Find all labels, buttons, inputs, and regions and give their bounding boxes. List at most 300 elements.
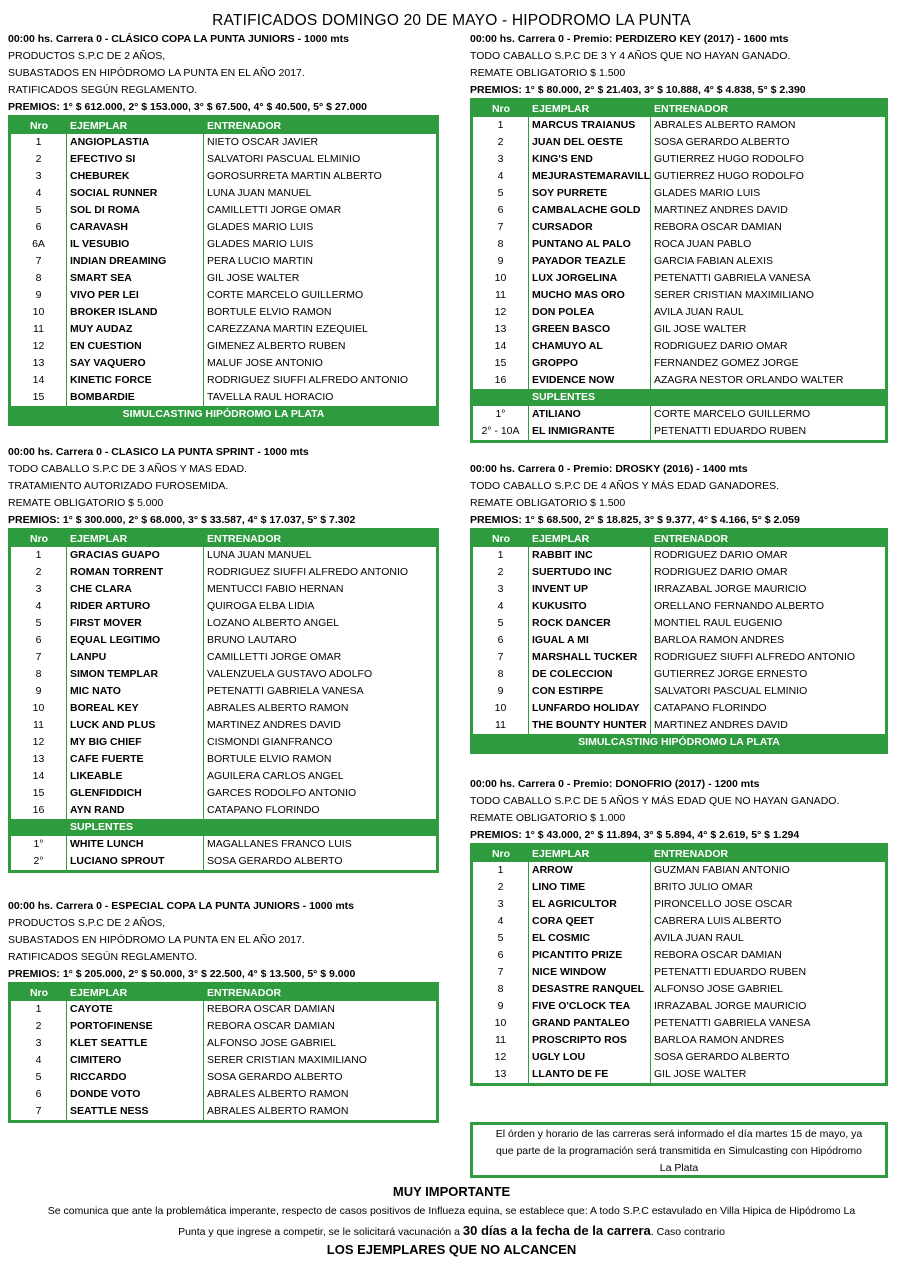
table-row xyxy=(11,564,436,581)
table-row xyxy=(11,615,436,632)
runner-number: 7 xyxy=(473,649,529,666)
table-header xyxy=(473,846,885,862)
table-row xyxy=(473,717,885,734)
table-row xyxy=(473,632,885,649)
runner-name: LIKEABLE xyxy=(67,768,204,785)
runners-table xyxy=(8,982,439,1123)
table-row xyxy=(11,1001,436,1018)
race-prizes: PREMIOS: 1° $ 80.000, 2° $ 21.403, 3° $ 10.888, 4° $ 4.838, 5° $ 2.390 xyxy=(470,84,806,96)
runner-number: 4 xyxy=(473,598,529,615)
runner-name: FIVE O'CLOCK TEA xyxy=(529,998,651,1015)
runner-trainer: AVILA JUAN RAUL xyxy=(654,932,744,944)
table-row xyxy=(473,372,885,389)
runner-name: EN CUESTION xyxy=(67,338,204,355)
runner-name: PROSCRIPTO ROS xyxy=(529,1032,651,1049)
table-row xyxy=(473,683,885,700)
runner-name: EFECTIVO SI xyxy=(67,151,204,168)
runner-number: 12 xyxy=(11,338,67,355)
runner-trainer: CAMILLETTI JORGE OMAR xyxy=(207,651,342,663)
table-row xyxy=(473,964,885,981)
runner-name: BROKER ISLAND xyxy=(67,304,204,321)
runners-table xyxy=(470,528,888,754)
table-row xyxy=(11,151,436,168)
runner-trainer: ABRALES ALBERTO RAMON xyxy=(654,119,796,131)
runner-number: 5 xyxy=(473,930,529,947)
race-prizes: PREMIOS: 1° $ 612.000, 2° $ 153.000, 3° $ 67.500, 4° $ 40.500, 5° $ 27.000 xyxy=(8,101,367,113)
runner-number: 13 xyxy=(473,321,529,338)
table-row xyxy=(473,666,885,683)
runner-name: IGUAL A MI xyxy=(529,632,651,649)
table-row xyxy=(473,406,885,423)
runner-trainer: ALFONSO JOSE GABRIEL xyxy=(207,1037,336,1049)
runner-trainer: GIL JOSE WALTER xyxy=(654,1068,747,1080)
runner-trainer: RODRIGUEZ SIUFFI ALFREDO ANTONIO xyxy=(207,374,409,386)
runner-name: ATILIANO xyxy=(529,406,651,423)
table-row xyxy=(11,1018,436,1035)
runner-number: 6 xyxy=(11,1086,67,1103)
col-ejemplar: EJEMPLAR xyxy=(532,848,590,860)
runner-trainer: REBORA OSCAR DAMIAN xyxy=(654,949,782,961)
runner-name: PAYADOR TEAZLE xyxy=(529,253,651,270)
table-row xyxy=(11,751,436,768)
runner-number: 10 xyxy=(11,304,67,321)
runner-name: CAMBALACHE GOLD xyxy=(529,202,651,219)
runner-number: 6 xyxy=(473,202,529,219)
runner-trainer: AVILA JUAN RAUL xyxy=(654,306,744,318)
runner-trainer: MALUF JOSE ANTONIO xyxy=(207,357,323,369)
runner-trainer: ABRALES ALBERTO RAMON xyxy=(207,702,349,714)
col-entrenador: ENTRENADOR xyxy=(654,103,729,115)
runner-number: 2 xyxy=(11,151,67,168)
col-entrenador: ENTRENADOR xyxy=(207,987,282,999)
runner-trainer: LUNA JUAN MANUEL xyxy=(207,549,312,561)
runner-number: 1 xyxy=(11,1001,67,1018)
suplentes-band xyxy=(11,819,436,836)
runner-number: 15 xyxy=(11,389,67,406)
table-header xyxy=(473,531,885,547)
runner-name: CON ESTIRPE xyxy=(529,683,651,700)
runner-trainer: SOSA GERARDO ALBERTO xyxy=(654,1051,790,1063)
table-row xyxy=(11,734,436,751)
runner-trainer: PIRONCELLO JOSE OSCAR xyxy=(654,898,793,910)
runner-trainer: RODRIGUEZ SIUFFI ALFREDO ANTONIO xyxy=(654,651,856,663)
runner-number: 4 xyxy=(473,913,529,930)
runner-number: 8 xyxy=(11,270,67,287)
runner-name: MY BIG CHIEF xyxy=(67,734,204,751)
runner-number: 13 xyxy=(11,751,67,768)
runner-number: 13 xyxy=(473,1066,529,1083)
runner-name: PICANTITO PRIZE xyxy=(529,947,651,964)
col-ejemplar: EJEMPLAR xyxy=(70,987,128,999)
table-row xyxy=(11,270,436,287)
runner-number: 5 xyxy=(473,615,529,632)
runner-trainer: GIL JOSE WALTER xyxy=(654,323,747,335)
runner-number: 16 xyxy=(473,372,529,389)
runner-name: LINO TIME xyxy=(529,879,651,896)
table-row xyxy=(11,236,436,253)
table-row xyxy=(473,202,885,219)
important-line-1: Se comunica que ante la problemática imperante, respecto de casos positivos de Influeza equina, se establece que: A todo S.P.C estavulado en Villa Hipica de Hipódromo La xyxy=(47,1205,856,1217)
simulcasting-band: SIMULCASTING HIPÓDROMO LA PLATA xyxy=(11,406,436,423)
runner-trainer: PERA LUCIO MARTIN xyxy=(207,255,313,267)
table-row xyxy=(11,389,436,406)
runner-number: 6A xyxy=(11,236,67,253)
table-row xyxy=(473,998,885,1015)
runner-number: 5 xyxy=(473,185,529,202)
runner-number: 7 xyxy=(11,253,67,270)
runner-name: PUNTANO AL PALO xyxy=(529,236,651,253)
runner-number: 9 xyxy=(473,998,529,1015)
runner-trainer: ORELLANO FERNANDO ALBERTO xyxy=(654,600,824,612)
table-row xyxy=(11,768,436,785)
table-header xyxy=(11,531,436,547)
runner-trainer: CATAPANO FLORINDO xyxy=(654,702,767,714)
runner-number: 12 xyxy=(11,734,67,751)
table-row xyxy=(473,947,885,964)
runner-name: DON POLEA xyxy=(529,304,651,321)
runner-trainer: GOROSURRETA MARTIN ALBERTO xyxy=(207,170,382,182)
runner-number: 10 xyxy=(11,700,67,717)
col-entrenador: ENTRENADOR xyxy=(654,533,729,545)
runners-table xyxy=(8,115,439,426)
runner-number: 14 xyxy=(11,768,67,785)
runner-number: 2 xyxy=(473,134,529,151)
runner-number: 2 xyxy=(11,1018,67,1035)
table-row xyxy=(473,253,885,270)
runner-name: SMART SEA xyxy=(67,270,204,287)
race-card-clasico-sprint xyxy=(8,444,439,873)
runner-number: 1 xyxy=(473,547,529,564)
col-nro: Nro xyxy=(491,103,511,115)
runner-name: GRACIAS GUAPO xyxy=(67,547,204,564)
runner-trainer: VALENZUELA GUSTAVO ADOLFO xyxy=(207,668,373,680)
runner-trainer: RODRIGUEZ SIUFFI ALFREDO ANTONIO xyxy=(207,566,409,578)
runner-trainer: PETENATTI GABRIELA VANESA xyxy=(654,1017,811,1029)
runners-table xyxy=(8,528,439,873)
table-header xyxy=(11,118,436,134)
runner-number: 7 xyxy=(11,1103,67,1120)
runner-trainer: CABRERA LUIS ALBERTO xyxy=(654,915,782,927)
runner-trainer: SERER CRISTIAN MAXIMILIANO xyxy=(654,289,814,301)
runner-trainer: GUTIERREZ JORGE ERNESTO xyxy=(654,668,808,680)
runner-trainer: SOSA GERARDO ALBERTO xyxy=(654,136,790,148)
runners-table xyxy=(470,98,888,443)
race-heading: 00:00 hs. Carrera 0 - Premio: PERDIZERO KEY (2017) - 1600 mts xyxy=(470,33,789,45)
runner-name: CAYOTE xyxy=(67,1001,204,1018)
runner-name: CURSADOR xyxy=(529,219,651,236)
runner-trainer: SOSA GERARDO ALBERTO xyxy=(207,855,343,867)
runner-name: ROCK DANCER xyxy=(529,615,651,632)
table-row xyxy=(473,547,885,564)
runner-trainer: AZAGRA NESTOR ORLANDO WALTER xyxy=(654,374,844,386)
runner-trainer: IRRAZABAL JORGE MAURICIO xyxy=(654,583,807,595)
runner-trainer: PETENATTI EDUARDO RUBEN xyxy=(654,966,807,978)
table-row xyxy=(473,581,885,598)
runner-number: 2 xyxy=(11,564,67,581)
runner-trainer: FERNANDEZ GOMEZ JORGE xyxy=(654,357,799,369)
suplente-order: 1° xyxy=(473,406,529,423)
suplentes-band xyxy=(473,389,885,406)
runner-name: RICCARDO xyxy=(67,1069,204,1086)
runner-name: EVIDENCE NOW xyxy=(529,372,651,389)
runner-number: 3 xyxy=(11,581,67,598)
table-row xyxy=(473,564,885,581)
runner-trainer: AGUILERA CARLOS ANGEL xyxy=(207,770,344,782)
runner-trainer: MARTINEZ ANDRES DAVID xyxy=(654,204,788,216)
race-condition: REMATE OBLIGATORIO $ 5.000 xyxy=(8,497,164,509)
runner-name: GLENFIDDICH xyxy=(67,785,204,802)
col-nro: Nro xyxy=(491,533,511,545)
runner-name: IL VESUBIO xyxy=(67,236,204,253)
runner-trainer: RODRIGUEZ DARIO OMAR xyxy=(654,340,788,352)
runner-number: 10 xyxy=(473,700,529,717)
runner-name: KINETIC FORCE xyxy=(67,372,204,389)
runner-trainer: REBORA OSCAR DAMIAN xyxy=(654,221,782,233)
table-row xyxy=(473,287,885,304)
runner-name: EL AGRICULTOR xyxy=(529,896,651,913)
important-line-2 xyxy=(10,1221,893,1242)
runner-name: CORA QEET xyxy=(529,913,651,930)
runner-name: SOY PURRETE xyxy=(529,185,651,202)
runner-name: INVENT UP xyxy=(529,581,651,598)
runner-number: 3 xyxy=(473,581,529,598)
table-row xyxy=(473,1049,885,1066)
runner-number: 9 xyxy=(11,287,67,304)
col-entrenador: ENTRENADOR xyxy=(207,533,282,545)
table-row xyxy=(11,1103,436,1120)
runner-trainer: BRUNO LAUTARO xyxy=(207,634,297,646)
runner-trainer: REBORA OSCAR DAMIAN xyxy=(207,1020,335,1032)
notice-line: El órden y horario de las carreras será informado el día martes 15 de mayo, ya xyxy=(495,1128,863,1140)
table-row xyxy=(11,666,436,683)
runner-name: SOL DI ROMA xyxy=(67,202,204,219)
col-nro: Nro xyxy=(29,533,49,545)
runner-name: FIRST MOVER xyxy=(67,615,204,632)
table-row xyxy=(473,151,885,168)
notice-line: La Plata xyxy=(659,1162,699,1174)
runner-trainer: ALFONSO JOSE GABRIEL xyxy=(654,983,783,995)
runner-name: DONDE VOTO xyxy=(67,1086,204,1103)
table-row xyxy=(11,1069,436,1086)
table-row xyxy=(473,1032,885,1049)
runner-name: DESASTRE RANQUEL xyxy=(529,981,651,998)
runner-trainer: MONTIEL RAUL EUGENIO xyxy=(654,617,783,629)
runner-name: RABBIT INC xyxy=(529,547,651,564)
runner-name: INDIAN DREAMING xyxy=(67,253,204,270)
col-ejemplar: EJEMPLAR xyxy=(70,120,128,132)
runners-table xyxy=(470,843,888,1086)
runner-trainer: SOSA GERARDO ALBERTO xyxy=(207,1071,343,1083)
table-row xyxy=(473,185,885,202)
table-row xyxy=(11,253,436,270)
runner-name: KLET SEATTLE xyxy=(67,1035,204,1052)
table-row xyxy=(473,304,885,321)
important-body xyxy=(10,1202,893,1242)
table-row xyxy=(11,683,436,700)
runner-trainer: GLADES MARIO LUIS xyxy=(207,221,314,233)
important-line-2-pre: Punta y que ingrese a competir, se le solicitará vacunación a xyxy=(178,1226,463,1238)
runner-name: EL COSMIC xyxy=(529,930,651,947)
race-prizes: PREMIOS: 1° $ 43.000, 2° $ 11.894, 3° $ 5.894, 4° $ 2.619, 5° $ 1.294 xyxy=(470,829,800,841)
race-heading: 00:00 hs. Carrera 0 - CLÁSICO COPA LA PUNTA JUNIORS - 1000 mts xyxy=(8,33,349,45)
runner-number: 15 xyxy=(473,355,529,372)
race-card-donofrio xyxy=(470,776,888,1086)
runner-number: 5 xyxy=(11,615,67,632)
race-condition: SUBASTADOS EN HIPÓDROMO LA PUNTA EN EL AÑO 2017. xyxy=(8,67,305,79)
runner-number: 6 xyxy=(473,947,529,964)
runner-name: CARAVASH xyxy=(67,219,204,236)
runner-trainer: NIETO OSCAR JAVIER xyxy=(207,136,319,148)
runner-trainer: ABRALES ALBERTO RAMON xyxy=(207,1088,349,1100)
table-row xyxy=(473,321,885,338)
runner-number: 11 xyxy=(473,287,529,304)
runner-name: UGLY LOU xyxy=(529,1049,651,1066)
runner-name: PORTOFINENSE xyxy=(67,1018,204,1035)
runner-number: 6 xyxy=(11,632,67,649)
runner-trainer: MARTINEZ ANDRES DAVID xyxy=(207,719,341,731)
runner-trainer: GIMENEZ ALBERTO RUBEN xyxy=(207,340,346,352)
race-condition: REMATE OBLIGATORIO $ 1.500 xyxy=(470,67,626,79)
notice-line: que parte de la programación será transmitida en Simulcasting con Hipódromo xyxy=(496,1145,862,1157)
runner-number: 3 xyxy=(11,1035,67,1052)
suplentes-label: SUPLENTES xyxy=(532,391,596,403)
table-row xyxy=(11,134,436,151)
table-header xyxy=(11,985,436,1001)
runner-name: CAFE FUERTE xyxy=(67,751,204,768)
runner-trainer: PETENATTI GABRIELA VANESA xyxy=(654,272,811,284)
runner-number: 3 xyxy=(11,168,67,185)
runner-name: GREEN BASCO xyxy=(529,321,651,338)
race-card-clasico-copa-juniors xyxy=(8,31,439,426)
table-row xyxy=(473,981,885,998)
runner-number: 1 xyxy=(473,117,529,134)
table-row xyxy=(473,615,885,632)
runner-trainer: TAVELLA RAUL HORACIO xyxy=(207,391,334,403)
race-prizes: PREMIOS: 1° $ 205.000, 2° $ 50.000, 3° $ 22.500, 4° $ 13.500, 5° $ 9.000 xyxy=(8,968,356,980)
runner-number: 9 xyxy=(473,253,529,270)
runner-name: ARROW xyxy=(529,862,651,879)
runner-name: MIC NATO xyxy=(67,683,204,700)
table-row xyxy=(11,717,436,734)
runner-trainer: BRITO JULIO OMAR xyxy=(654,881,753,893)
runner-trainer: GARCIA FABIAN ALEXIS xyxy=(654,255,774,267)
runner-name: CIMITERO xyxy=(67,1052,204,1069)
runner-trainer: LUNA JUAN MANUEL xyxy=(207,187,312,199)
table-row xyxy=(11,836,436,853)
race-condition: TODO CABALLO S.P.C DE 4 AÑOS Y MÁS EDAD GANADORES. xyxy=(470,480,780,492)
runner-number: 11 xyxy=(11,717,67,734)
simulcasting-band: SIMULCASTING HIPÓDROMO LA PLATA xyxy=(473,734,885,751)
important-line-2-bold: 30 días a la fecha de la carrera xyxy=(462,1223,651,1238)
runner-number: 9 xyxy=(11,683,67,700)
table-row xyxy=(11,219,436,236)
runner-name: SEATTLE NESS xyxy=(67,1103,204,1120)
table-row xyxy=(11,185,436,202)
runner-name: KING'S END xyxy=(529,151,651,168)
runner-number: 10 xyxy=(473,270,529,287)
table-row xyxy=(473,649,885,666)
runner-trainer: BARLOA RAMON ANDRES xyxy=(654,1034,785,1046)
runner-name: MARCUS TRAIANUS xyxy=(529,117,651,134)
runner-trainer: SALVATORI PASCUAL ELMINIO xyxy=(654,685,808,697)
runner-number: 4 xyxy=(11,185,67,202)
runner-number: 16 xyxy=(11,802,67,819)
runner-name: ANGIOPLASTIA xyxy=(67,134,204,151)
runner-trainer: GLADES MARIO LUIS xyxy=(207,238,314,250)
suplente-order: 2° - 10A xyxy=(473,423,529,440)
runner-trainer: CISMONDI GIANFRANCO xyxy=(207,736,333,748)
important-footer: LOS EJEMPLARES QUE NO ALCANCEN xyxy=(326,1242,577,1257)
runner-trainer: BORTULE ELVIO RAMON xyxy=(207,753,332,765)
table-row xyxy=(11,1052,436,1069)
runner-number: 11 xyxy=(11,321,67,338)
runner-name: MUY AUDAZ xyxy=(67,321,204,338)
runner-number: 10 xyxy=(473,1015,529,1032)
runner-name: ROMAN TORRENT xyxy=(67,564,204,581)
page-title: RATIFICADOS DOMINGO 20 DE MAYO - HIPODROMO LA PUNTA xyxy=(212,12,691,29)
runner-trainer: CORTE MARCELO GUILLERMO xyxy=(207,289,364,301)
race-condition: TODO CABALLO S.P.C DE 3 Y 4 AÑOS QUE NO HAYAN GANADO. xyxy=(470,50,791,62)
runner-trainer: CAREZZANA MARTIN EZEQUIEL xyxy=(207,323,368,335)
col-entrenador: ENTRENADOR xyxy=(207,120,282,132)
runner-name: NICE WINDOW xyxy=(529,964,651,981)
runner-trainer: CORTE MARCELO GUILLERMO xyxy=(654,408,811,420)
runner-number: 7 xyxy=(11,649,67,666)
runner-number: 6 xyxy=(473,632,529,649)
runner-number: 5 xyxy=(11,1069,67,1086)
race-condition: REMATE OBLIGATORIO $ 1.500 xyxy=(470,497,626,509)
runner-number: 3 xyxy=(473,896,529,913)
table-row xyxy=(473,270,885,287)
runner-trainer: REBORA OSCAR DAMIAN xyxy=(207,1003,335,1015)
table-row xyxy=(11,372,436,389)
table-row xyxy=(473,236,885,253)
race-condition: SUBASTADOS EN HIPÓDROMO LA PUNTA EN EL AÑO 2017. xyxy=(8,934,305,946)
race-heading: 00:00 hs. Carrera 0 - Premio: DONOFRIO (2017) - 1200 mts xyxy=(470,778,760,790)
race-heading: 00:00 hs. Carrera 0 - CLASICO LA PUNTA SPRINT - 1000 mts xyxy=(8,446,309,458)
race-card-especial-copa-juniors xyxy=(8,898,439,1123)
suplente-order: 1° xyxy=(11,836,67,853)
runner-trainer: RODRIGUEZ DARIO OMAR xyxy=(654,549,788,561)
runner-trainer: IRRAZABAL JORGE MAURICIO xyxy=(654,1000,807,1012)
runner-name: MEJURASTEMARAVILL xyxy=(529,168,651,185)
col-ejemplar: EJEMPLAR xyxy=(70,533,128,545)
runner-number: 11 xyxy=(473,1032,529,1049)
runner-number: 8 xyxy=(11,666,67,683)
runner-name: MARSHALL TUCKER xyxy=(529,649,651,666)
table-row xyxy=(473,598,885,615)
table-row xyxy=(473,168,885,185)
schedule-notice-box xyxy=(470,1122,888,1178)
runner-trainer: SERER CRISTIAN MAXIMILIANO xyxy=(207,1054,367,1066)
runner-name: LANPU xyxy=(67,649,204,666)
runner-name: EQUAL LEGITIMO xyxy=(67,632,204,649)
runner-number: 4 xyxy=(473,168,529,185)
runner-number: 4 xyxy=(11,1052,67,1069)
table-row xyxy=(473,355,885,372)
runner-trainer: SALVATORI PASCUAL ELMINIO xyxy=(207,153,361,165)
table-row xyxy=(11,598,436,615)
runner-number: 2 xyxy=(473,879,529,896)
runner-name: EL INMIGRANTE xyxy=(529,423,651,440)
table-row xyxy=(473,930,885,947)
runner-trainer: RODRIGUEZ DARIO OMAR xyxy=(654,566,788,578)
race-card-drosky xyxy=(470,461,888,754)
runner-number: 1 xyxy=(473,862,529,879)
runner-trainer: PETENATTI GABRIELA VANESA xyxy=(207,685,364,697)
runner-number: 9 xyxy=(473,683,529,700)
table-row xyxy=(11,168,436,185)
